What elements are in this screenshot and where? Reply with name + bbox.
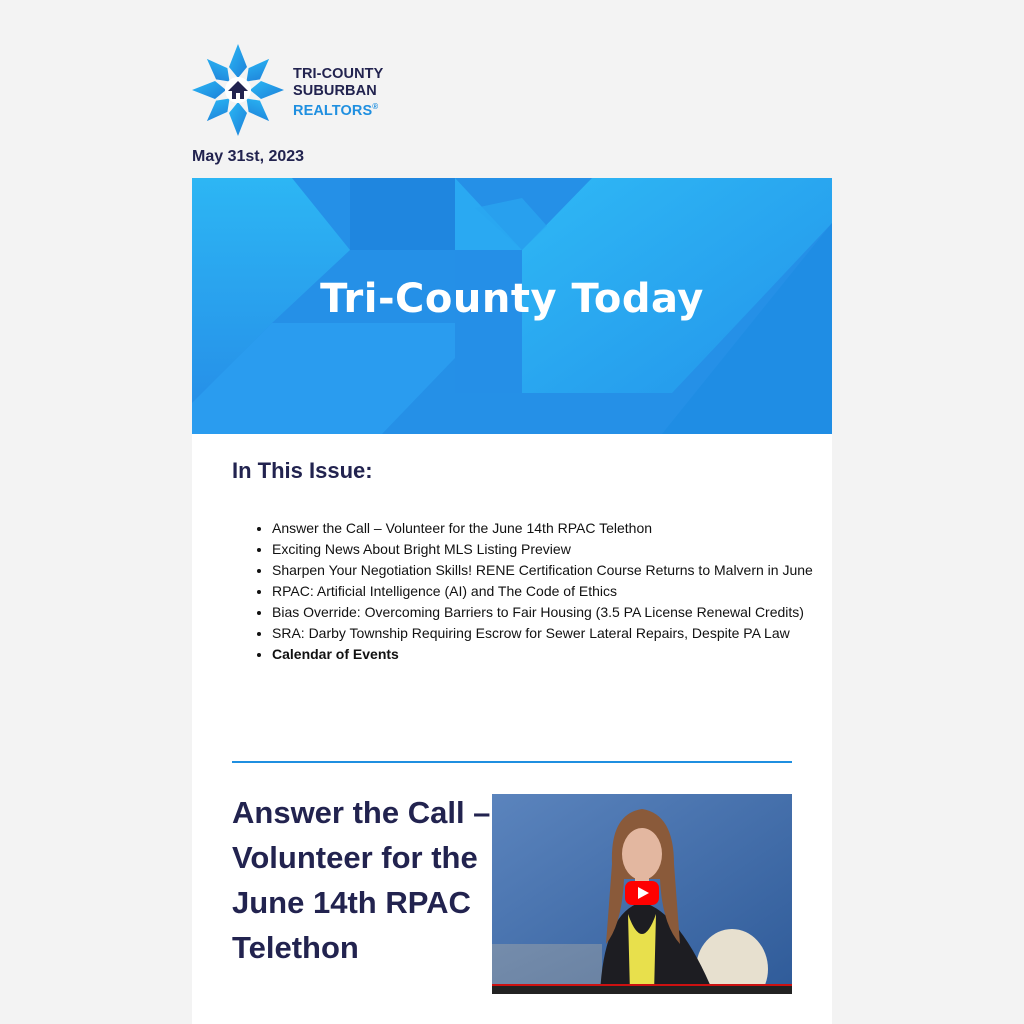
section-divider — [232, 761, 792, 763]
registered-mark: ® — [372, 102, 379, 111]
issue-list — [232, 518, 832, 665]
issue-item-ai-ethics[interactable]: • RPAC: Artificial Intelligence (AI) and The Code of Ethics — [272, 581, 832, 602]
article-title: Answer the Call – Volunteer for the June 14th RPAC Telethon — [232, 795, 491, 965]
brand-name-line1: TRI-COUNTY — [293, 66, 384, 82]
issue-item-rpac-telethon[interactable]: • Answer the Call – Volunteer for the June 14th RPAC Telethon — [272, 518, 832, 539]
hero-banner — [192, 178, 832, 434]
video-thumbnail[interactable] — [492, 794, 792, 994]
hero-title: Tri-County Today — [320, 276, 704, 322]
brand-name — [293, 66, 383, 120]
video-progress-bar — [492, 984, 792, 986]
issue-item-bias-override[interactable]: • Bias Override: Overcoming Barriers to Fair Housing (3.5 PA License Renewal Credits) — [272, 602, 832, 623]
issue-date: May 31st, 2023 — [192, 148, 305, 165]
brand-name-line3: REALTORS — [293, 103, 373, 119]
issue-item-darby-escrow[interactable]: • SRA: Darby Township Requiring Escrow for Sewer Lateral Repairs, Despite PA Law — [272, 623, 832, 644]
issue-item-bright-mls[interactable]: • Exciting News About Bright MLS Listing Preview — [272, 539, 832, 560]
play-icon[interactable] — [625, 881, 659, 905]
starburst-house-icon — [192, 44, 284, 136]
issue-item-rene-course[interactable]: • Sharpen Your Negotiation Skills! RENE Certification Course Returns to Malvern in June — [272, 560, 832, 581]
content-card — [192, 434, 832, 1024]
issue-item-calendar[interactable]: • Calendar of Events — [272, 644, 832, 665]
in-this-issue-heading: In This Issue: — [232, 458, 373, 483]
brand-logo[interactable] — [192, 44, 412, 136]
brand-name-line2: SUBURBAN — [293, 82, 377, 99]
